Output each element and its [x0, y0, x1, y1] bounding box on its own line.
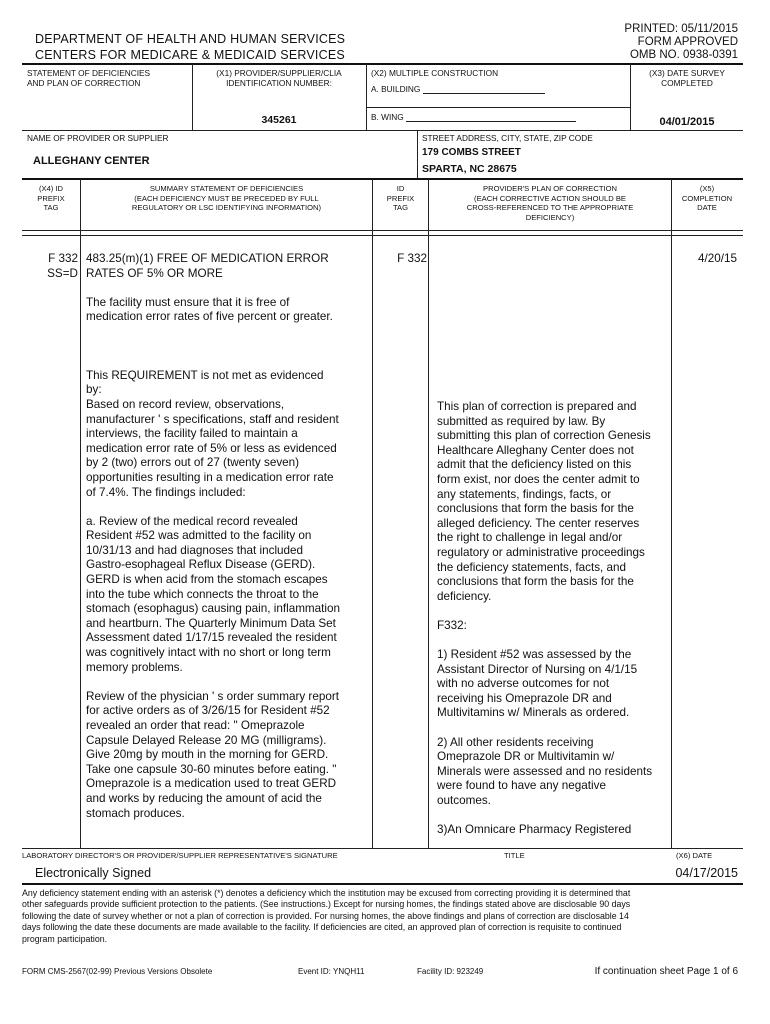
building-field[interactable]	[423, 85, 545, 94]
footer-facility-id: Facility ID: 923249	[417, 967, 484, 976]
wing-field[interactable]	[406, 113, 576, 122]
building-label	[371, 84, 545, 94]
signature-date: 04/17/2015	[675, 866, 738, 880]
address-city: SPARTA, NC 28675	[422, 163, 517, 175]
signature-label: LABORATORY DIRECTOR'S OR PROVIDER/SUPPLIER REPRESENTATIVE'S SIGNATURE	[22, 851, 338, 860]
survey-completed-date: 04/01/2015	[659, 116, 715, 128]
omb-number: OMB NO. 0938-0391	[629, 49, 738, 61]
form-approved: FORM APPROVED	[637, 36, 738, 48]
col-id-header: ID PREFIX TAG	[386, 184, 415, 212]
department-name: DEPARTMENT OF HEALTH AND HUMAN SERVICES	[35, 32, 346, 46]
provider-name-label: NAME OF PROVIDER OR SUPPLIER	[27, 133, 169, 143]
x1-label: (X1) PROVIDER/SUPPLIER/CLIA IDENTIFICATION NUMBER:	[216, 68, 342, 88]
col-x4-header: (X4) ID PREFIX TAG	[37, 184, 65, 212]
statement-label: STATEMENT OF DEFICIENCIES AND PLAN OF CORRECTION	[27, 68, 151, 88]
printed-date: PRINTED: 05/11/2015	[624, 23, 738, 35]
scope-severity: SS=D	[47, 267, 78, 280]
footer-event-id: Event ID: YNQH11	[298, 967, 365, 976]
col-x5-header: (X5) COMPLETION DATE	[681, 184, 733, 212]
address-street: 179 COMBS STREET	[422, 147, 521, 158]
x2-label: (X2) MULTIPLE CONSTRUCTION	[371, 68, 499, 78]
top-border	[22, 63, 743, 65]
provider-id: 345261	[261, 114, 297, 126]
col-plan-header: PROVIDER'S PLAN OF CORRECTION (EACH CORRECTIVE ACTION SHOULD BE CROSS-REFERENCED TO THE APPROPRIATE DEFICIENCY)	[466, 184, 634, 222]
provider-name: ALLEGHANY CENTER	[33, 155, 150, 167]
plan-of-correction: This plan of correction is prepared and submitted as required by law. By submitting this plan of correction Genesis Healthcare Alleghany Center does not admit that the deficiency listed on this form exist, nor does the center admit to any statements, findings, facts, or conclusions that form the basis for the alleged deficiency. The center reserves the right to challenge in legal and/or regulatory or administrative proceedings the deficiency statements, facts, and conclusions that form the basis for the deficiency. F332: 1) Resident #52 was assessed by the Assistant Director of Nursing on 4/1/15 with no adverse outcomes for not receiving his Omeprazole DR and Multivitamins w/ Minerals as ordered. 2) All other residents receiving Omeprazole DR or Multivitamin w/ Minerals were assessed and no residents were found to have any negative outcomes. 3)An Omnicare Pharmacy Registered	[437, 400, 653, 837]
x3-label: (X3) DATE SURVEY COMPLETED	[649, 68, 725, 88]
address-label: STREET ADDRESS, CITY, STATE, ZIP CODE	[422, 133, 593, 143]
deficiency-summary: 483.25(m)(1) FREE OF MEDICATION ERROR RATES OF 5% OR MORE The facility must ensure that it is free of medication error rates of five percent or greater. This REQUIREMENT is not met as evidenced by: Based on record review, observations, manufacturer ' s specifications, staff and resident interviews, the facility failed to maintain a medication error rate of 5% or less as evidenced by 2 (two) errors out of 27 (twenty seven) opportunities resulting in a medication error rate of 7.4%. The findings included: a. Review of the medical record revealed Resident #52 was admitted to the facility on 10/31/13 and had diagnoses that included Gastro-esophageal Reflux Disease (GERD). GERD is when acid from the stomach escapes into the tube which connects the throat to the stomach (esophagus) causing pain, inflammation and heartburn. The Quarterly Minimum Data Set Assessment dated 1/17/15 revealed the resident was cognitively intact with no short or long term memory problems. Review of the physician ' s order summary report for active orders as of 3/26/15 for Resident #52 revealed an order that read: " Omeprazole Capsule Delayed Release 20 MG (milligrams). Give 20mg by mouth in the morning for GERD. Take one capsule 30-60 minutes before eating. " Omeprazole is a medication used to treat GERD and works by reducing the amount of acid the stomach produces.	[86, 252, 341, 820]
wing-label	[371, 112, 576, 122]
signature-value: Electronically Signed	[35, 866, 152, 880]
building-label-text: A. BUILDING	[371, 84, 421, 94]
signature-date-label: (X6) DATE	[676, 851, 713, 860]
completion-date: 4/20/15	[698, 252, 737, 265]
deficiency-tag: F 332	[48, 252, 78, 265]
title-label: TITLE	[504, 851, 525, 860]
disclaimer: Any deficiency statement ending with an asterisk (*) denotes a deficiency which the institution may be excused from correcting providing it is determined that other safeguards provide sufficient protection to the patients. (See instructions.) Except for nursing homes, the findings stated above are disclosable 90 days following the date of survey whether or not a plan of correction is provided. For nursing homes, the above findings and plans of correction are disclosable 14 days following the date these documents are made available to the facility. If deficiencies are cited, an approved plan of correction is requisite to continued program participation.	[22, 888, 631, 944]
footer-form: FORM CMS-2567(02-99) Previous Versions Obsolete	[22, 967, 213, 976]
wing-label-text: B. WING	[371, 112, 404, 122]
agency-name: CENTERS FOR MEDICARE & MEDICAID SERVICES	[35, 48, 345, 62]
col-summary-header: SUMMARY STATEMENT OF DEFICIENCIES (EACH DEFICIENCY MUST BE PRECEDED BY FULL REGULATORY OR LSC IDENTIFYING INFORMATION)	[131, 184, 322, 212]
plan-tag: F 332	[397, 252, 427, 265]
footer-page: If continuation sheet Page 1 of 6	[594, 966, 738, 977]
